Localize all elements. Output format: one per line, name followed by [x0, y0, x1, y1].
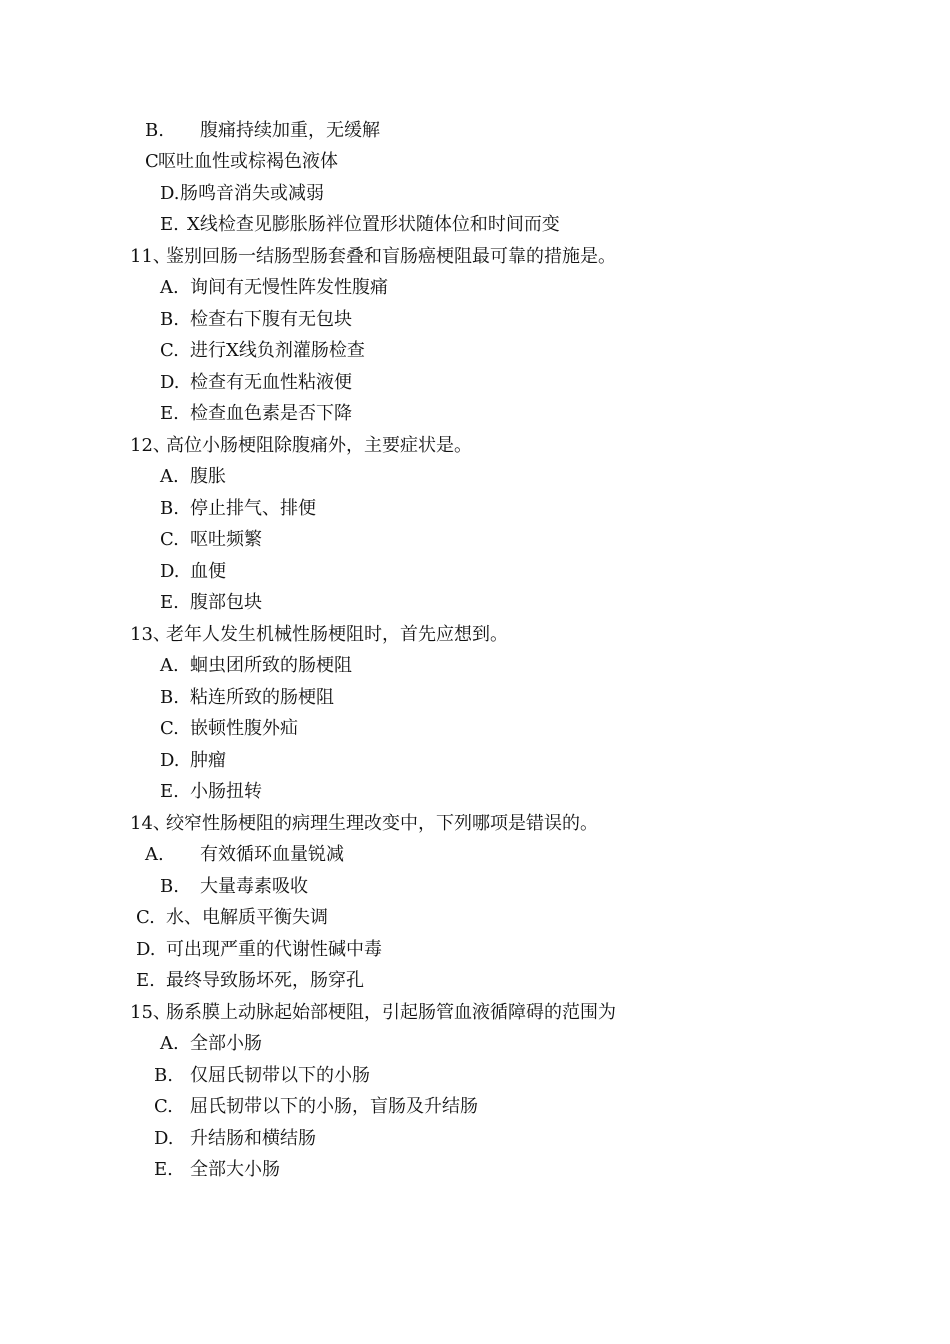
- option-label: C.: [136, 907, 155, 928]
- option-text: 呕吐频繁: [190, 529, 262, 550]
- option-label: E.: [136, 970, 155, 991]
- option-line: [136, 969, 364, 993]
- option-line: [136, 938, 382, 962]
- option-text: 最终导致肠坏死，肠穿孔: [166, 970, 364, 991]
- option-line: [160, 497, 316, 521]
- option-line: [160, 749, 226, 773]
- option-label: D.: [160, 372, 180, 393]
- option-text: 粘连所致的肠梗阻: [190, 687, 334, 708]
- option-line: [160, 465, 226, 489]
- option-text: 屈氏韧带以下的小肠，盲肠及升结肠: [190, 1096, 478, 1117]
- option-text: 全部大小肠: [190, 1159, 280, 1180]
- option-line: [154, 1127, 316, 1151]
- option-line: [160, 528, 262, 552]
- option-line: [160, 875, 308, 899]
- option-text: 进行X线负剂灌肠检查: [190, 340, 365, 361]
- option-line: [160, 276, 388, 300]
- option-text: 腹胀: [190, 466, 226, 487]
- option-text: 大量毒素吸收: [200, 876, 308, 897]
- option-text: 询间有无慢性阵发性腹痛: [190, 277, 388, 298]
- option-line: [160, 371, 352, 395]
- option-label: C: [145, 151, 159, 172]
- option-label: E.: [160, 781, 179, 802]
- question-line: [130, 623, 508, 647]
- option-line: [160, 402, 352, 426]
- option-label: D.: [160, 750, 180, 771]
- option-text: 检查血色素是否下降: [190, 403, 352, 424]
- option-label: D.: [160, 561, 180, 582]
- option-line: [145, 843, 344, 867]
- option-label: C.: [160, 340, 179, 361]
- option-label: D.: [136, 939, 156, 960]
- option-label: E.: [154, 1159, 173, 1180]
- option-line: [160, 717, 298, 741]
- option-label: A.: [160, 466, 179, 487]
- option-label: E.: [160, 592, 179, 613]
- option-label: A.: [160, 277, 179, 298]
- option-line: [145, 150, 338, 174]
- option-text: 肠鸣音消失或减弱: [180, 183, 324, 204]
- option-line: [160, 308, 352, 332]
- option-text: 腹痛持续加重，无缓解: [200, 120, 380, 141]
- option-text: 升结肠和横结肠: [190, 1128, 316, 1149]
- question-line: [130, 812, 598, 836]
- option-label: B.: [160, 876, 179, 897]
- question-number: 14、: [130, 813, 171, 834]
- question-line: [130, 434, 472, 458]
- option-text: 肿瘤: [190, 750, 226, 771]
- option-line: [160, 654, 352, 678]
- question-number: 11、: [130, 246, 171, 267]
- option-text: 全部小肠: [190, 1033, 262, 1054]
- option-text: 有效循环血量锐减: [200, 844, 344, 865]
- option-label: D.: [160, 183, 180, 204]
- option-line: [154, 1064, 370, 1088]
- option-label: A.: [160, 655, 179, 676]
- option-label: B.: [160, 498, 179, 519]
- option-text: 检查有无血性粘液便: [190, 372, 352, 393]
- option-label: B.: [154, 1065, 173, 1086]
- option-text: 蛔虫团所致的肠梗阻: [190, 655, 352, 676]
- option-line: [160, 780, 262, 804]
- question-line: [130, 245, 616, 269]
- option-text: 腹部包块: [190, 592, 262, 613]
- option-line: [160, 213, 560, 237]
- option-line: [160, 591, 262, 615]
- option-label: C.: [160, 529, 179, 550]
- option-line: [160, 182, 324, 206]
- option-text: 血便: [190, 561, 226, 582]
- question-text: 鉴别回肠一结肠型肠套叠和盲肠癌梗阻最可靠的措施是。: [166, 246, 616, 267]
- option-text: X线检查见膨胀肠袢位置形状随体位和时间而变: [187, 214, 560, 235]
- question-text: 老年人发生机械性肠梗阻时，首先应想到。: [166, 624, 508, 645]
- option-line: [160, 1032, 262, 1056]
- option-line: [160, 686, 334, 710]
- option-text: 嵌顿性腹外疝: [190, 718, 298, 739]
- question-line: [130, 1001, 616, 1025]
- option-label: B.: [160, 309, 179, 330]
- option-line: [154, 1158, 280, 1182]
- option-label: E.: [160, 214, 179, 235]
- option-line: [136, 906, 328, 930]
- option-text: 检查右下腹有无包块: [190, 309, 352, 330]
- question-text: 肠系膜上动脉起始部梗阻，引起肠管血液循障碍的范围为: [166, 1002, 616, 1023]
- option-text: 呕吐血性或棕褐色液体: [158, 151, 338, 172]
- option-label: D.: [154, 1128, 174, 1149]
- question-number: 15、: [130, 1002, 171, 1023]
- option-line: [160, 560, 226, 584]
- option-line: [154, 1095, 478, 1119]
- option-label: C.: [160, 718, 179, 739]
- option-text: 水、电解质平衡失调: [166, 907, 328, 928]
- option-text: 仅屈氏韧带以下的小肠: [190, 1065, 370, 1086]
- option-line: [160, 339, 365, 363]
- option-label: A.: [160, 1033, 179, 1054]
- option-label: A.: [145, 844, 164, 865]
- question-text: 高位小肠梗阻除腹痛外，主要症状是。: [166, 435, 472, 456]
- question-text: 绞窄性肠梗阻的病理生理改变中，下列哪项是错误的。: [166, 813, 598, 834]
- option-text: 小肠扭转: [190, 781, 262, 802]
- option-label: B.: [145, 120, 164, 141]
- option-label: B.: [160, 687, 179, 708]
- option-line: [145, 119, 380, 143]
- option-text: 停止排气、排便: [190, 498, 316, 519]
- question-number: 13、: [130, 624, 171, 645]
- option-text: 可出现严重的代谢性碱中毒: [166, 939, 382, 960]
- option-label: C.: [154, 1096, 173, 1117]
- option-label: E.: [160, 403, 179, 424]
- question-number: 12、: [130, 435, 171, 456]
